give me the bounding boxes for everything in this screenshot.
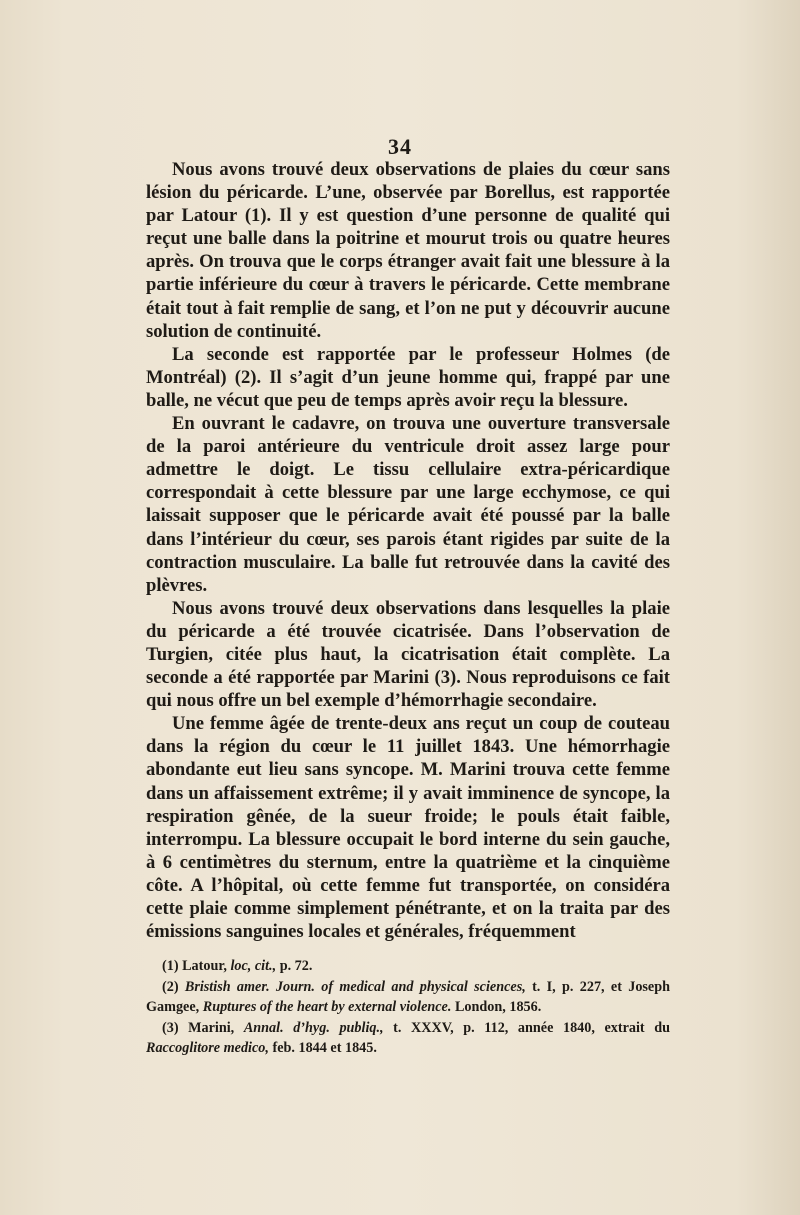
footnote-1-reference: loc, cit., — [230, 958, 277, 974]
footnote-3-author: Marini, — [188, 1019, 235, 1036]
footnote-3-number: (3) — [162, 1019, 179, 1036]
footnote-3-dates: feb. 1844 et 1845. — [272, 1040, 377, 1056]
footnote-3-journal: Annal. d’hyg. publiq., — [243, 1019, 384, 1036]
footnote-2 — [146, 977, 670, 1018]
footnote-2-book: Ruptures of the heart by external violence. — [202, 999, 452, 1015]
footnote-2-details: t. I, p. 227, et Joseph Gamgee, — [146, 978, 671, 1015]
footnote-2-journal: Bristish amer. Journ. of medical and physical sciences, — [184, 978, 526, 995]
paragraph-3: En ouvrant le cadavre, on trouva une ouverture transversale de la paroi antérieure du ventricule droit assez large pour admettre le doigt. Le tissu cellulaire extra-péricardique correspondait à cette blessure par une large ecchymose, ce qui laissait supposer que le péricarde avait été poussé par la balle dans l’intérieur du cœur, ses parois étant rigides par suite de la contraction musculaire. La balle fut retrouvée dans la cavité des plèvres. — [146, 413, 670, 596]
page-number: 34 — [388, 134, 412, 159]
footnote-3-details: t. XXXV, p. 112, année 1840, extrait du — [393, 1019, 671, 1036]
paragraph-5: Une femme âgée de trente-deux ans reçut un coup de couteau dans la région du cœur le 11 juillet 1843. Une hémorrhagie abondante eut lieu sans syncope. M. Marini trouva cette femme dans un affaissement extrême; il y avait imminence de syncope, la respiration gênée, de la sueur froide; le pouls était faible, interrompu. La blessure occupait le bord interne du sein gauche, à 6 centimètres du sternum, entre la quatrième et la cinquième côte. A l’hôpital, où cette femme fut transportée, on considéra cette plaie comme simplement pénétrante, et on la traita par des émissions sanguines locales et générales, fréquemment — [146, 713, 670, 943]
footnote-3-source: Raccoglitore medico, — [146, 1040, 269, 1056]
footnote-2-number: (2) — [162, 978, 179, 995]
footnote-1 — [146, 956, 670, 977]
footnote-2-place: London, 1856. — [454, 999, 542, 1015]
footnote-3 — [146, 1018, 670, 1059]
body-text — [146, 158, 670, 943]
footnote-1-number: (1) — [162, 958, 179, 974]
paragraph-1: Nous avons trouvé deux observations de plaies du cœur sans lésion du péricarde. L’une, observée par Borellus, est rapportée par Latour (1). Il y est question d’une personne de qualité qui reçut une balle dans la poitrine et mourut trois ou quatre heures après. On trouva que le corps étranger avait fait une blessure à la partie inférieure du cœur à travers le péricarde. Cette membrane était tout à fait remplie de sang, et l’on ne put y découvrir aucune solution de continuité. — [146, 159, 670, 342]
footnote-1-page: p. 72. — [279, 958, 313, 974]
paragraph-2: La seconde est rapportée par le professeur Holmes (de Montréal) (2). Il s’agit d’un jeune homme qui, frappé par une balle, ne vécut que peu de temps après avoir reçu la blessure. — [146, 343, 670, 411]
footnote-1-author: Latour, — [182, 958, 227, 974]
footnotes — [146, 956, 670, 1059]
paragraph-4: Nous avons trouvé deux observations dans lesquelles la plaie du péricarde a été trouvée cicatrisée. Dans l’observation de Turgien, citée plus haut, la cicatrisation était complète. La seconde a été rapportée par Marini (3). Nous reproduisons ce fait qui nous offre un bel exemple d’hémorrhagie secondaire. — [146, 597, 670, 712]
